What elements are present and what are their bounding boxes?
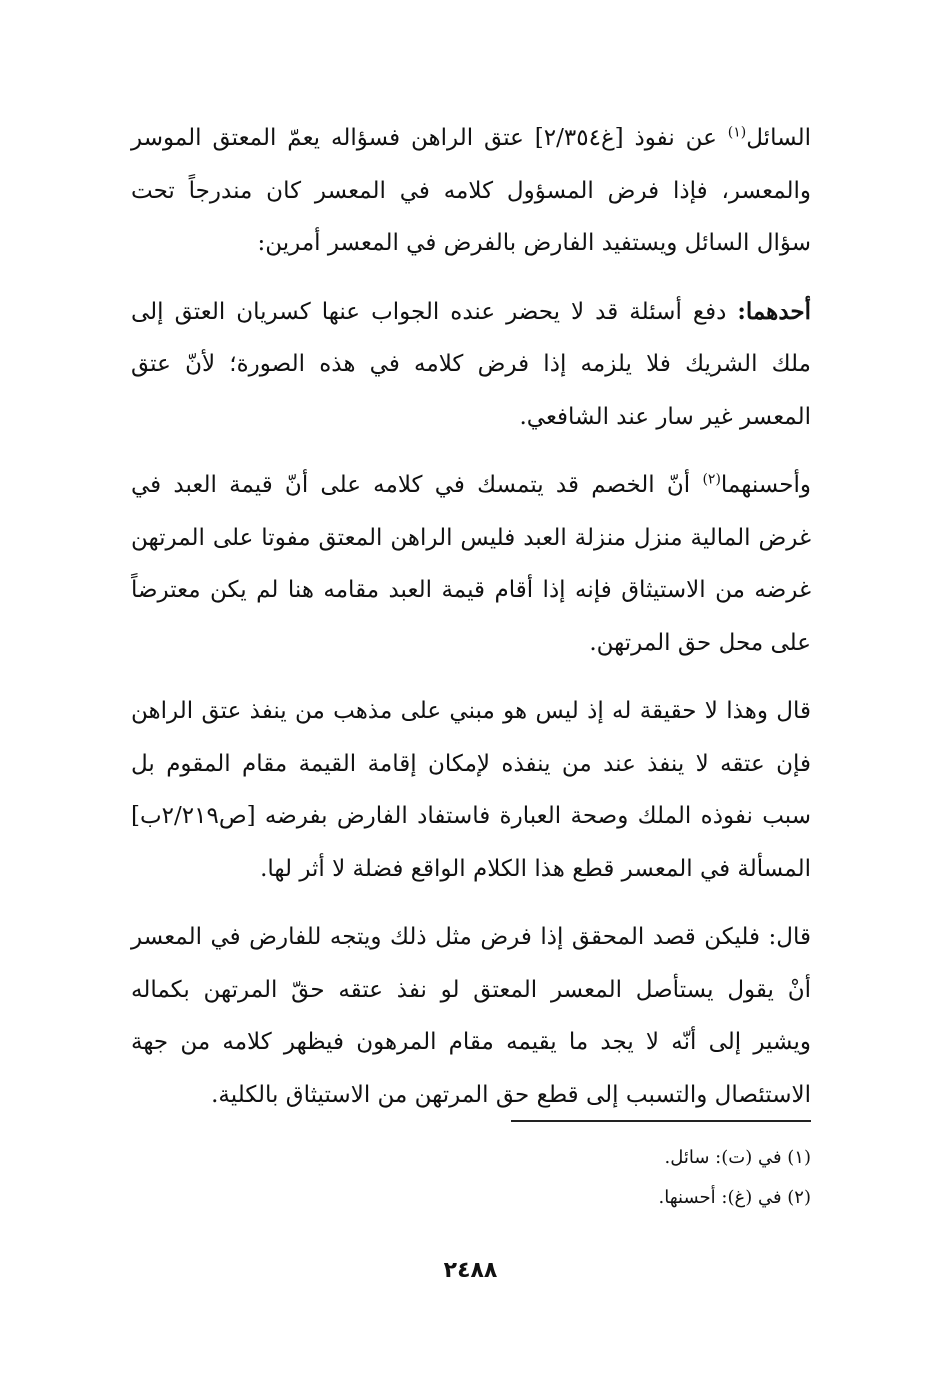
footnote-ref-1: (١) (727, 124, 747, 141)
footnote-2: (٢) في (غ): أحسنها. (658, 1187, 811, 1208)
paragraph-5: قال: فليكن قصد المحقق إذا فرض مثل ذلك ويتجه للفارض في المعسر أنْ يقول يستأصل المعسر المعتق لو نفذ عتقه حقّ المرتهن بكماله ويشير إلى أنّه لا يجد ما يقيمه مقام المرهون فيظهر كلامه من جهة الاستئصال والتسبب إلى قطع حق المرتهن من الاستيثاق بالكلية. (131, 924, 811, 1108)
paragraph-3-start: وأحسنهما (720, 472, 811, 498)
footnotes (131, 1138, 811, 1218)
paragraph-4: قال وهذا لا حقيقة له إذ ليس هو مبني على مذهب من ينفذ عتق الراهن فإن عتقه لا ينفذ عند من ينفذه لإمكان إقامة القيمة مقام المقوم بل سبب نفوذه الملك وصحة العبارة فاستفاد الفارض بفرضه [ص٢/٢١٩ب] المسألة في المعسر قطع هذا الكلام الواقع فضلة لا أثر لها. (131, 698, 811, 882)
paragraph-2 (131, 286, 811, 444)
paragraph-1-rest: عن نفوذ [غ٢/٣٥٤] عتق الراهن فسؤاله يعمّ المعتق الموسر والمعسر، فإذا فرض المسؤول كلامه في المعسر كان مندرجاً تحت سؤال السائل ويستفيد الفارض بالفرض في المعسر أمرين: (131, 125, 811, 256)
footnote-1: (١) في (ت): سائل. (664, 1147, 811, 1168)
body-text (131, 112, 811, 1137)
paragraph-1 (131, 112, 811, 270)
paragraph-3 (131, 459, 811, 669)
footnote-divider (511, 1120, 811, 1122)
page-number: ٢٤٨٨ (443, 1258, 498, 1283)
paragraph-2-text: دفع أسئلة قد لا يحضر عنده الجواب عنها كسريان العتق إلى ملك الشريك فلا يلزمه إذا فرض كلامه في هذه الصورة؛ لأنّ عتق المعسر غير سار عند الشافعي. (131, 298, 811, 430)
paragraph-1-start: السائل (746, 125, 811, 151)
footnote-ref-2: (٢) (702, 471, 721, 488)
paragraph-3-rest: أنّ الخصم قد يتمسك في كلامه على أنّ قيمة العبد في غرض المالية منزل منزلة العبد فليس الراهن المعتق مفوتا على المرتهن غرضه من الاستيثاق فإنه إذا أقام قيمة العبد مقامه هنا لم يكن معترضاً على محل حق المرتهن. (131, 472, 811, 656)
paragraph-2-lead: أحدهما: (737, 297, 811, 325)
